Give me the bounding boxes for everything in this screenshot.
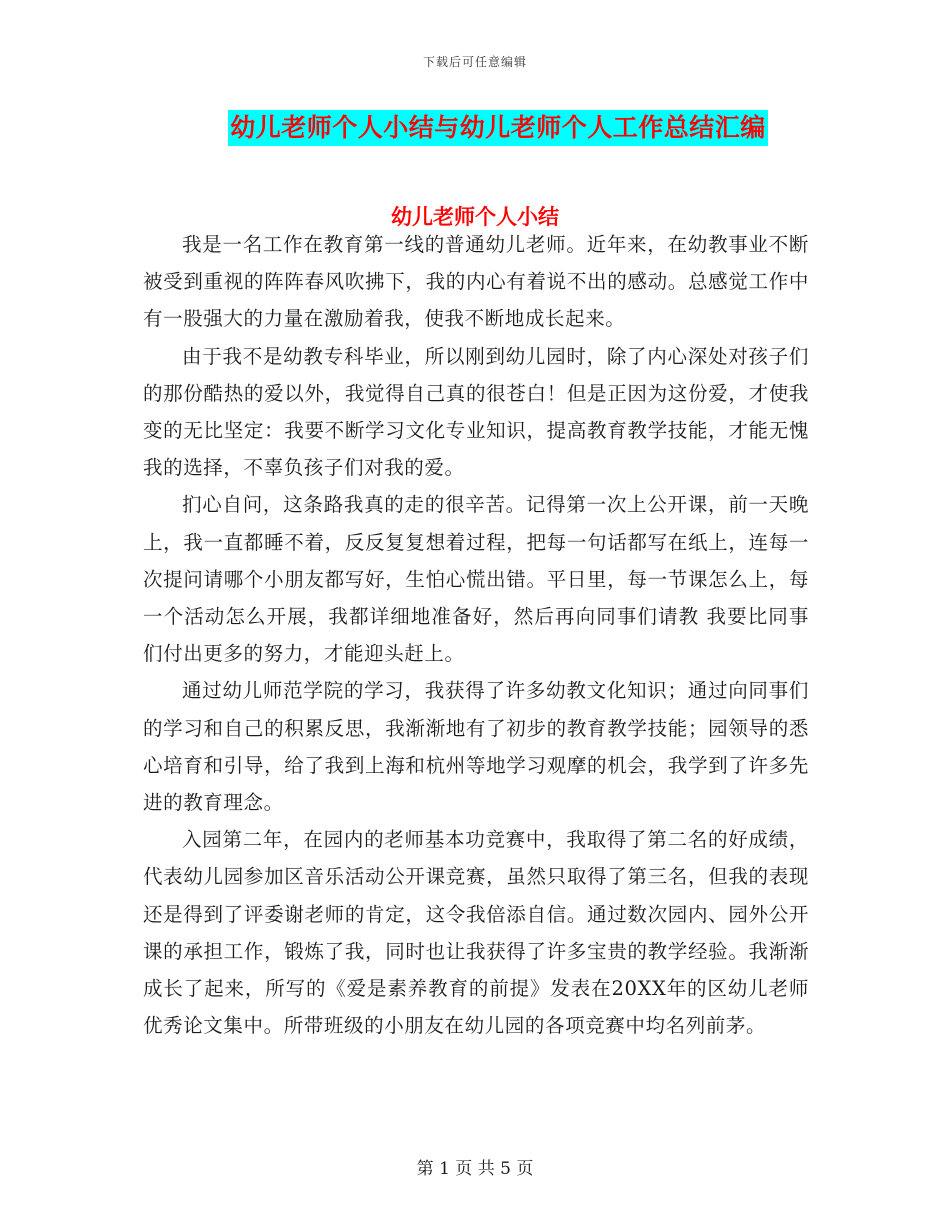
body-paragraph: 入园第二年，在园内的老师基本功竞赛中，我取得了第二名的好成绩，代表幼儿园参加区音乐活动公开课竞赛，虽然只取得了第三名，但我的表现还是得到了评委谢老师的肯定，这令我倍添自信。通过数次园内、园外公开课的承担工作，锻炼了我，同时也让我获得了许多宝贵的教学经验。我渐渐成长了起来，所写的《爱是素养教育的前提》发表在20XX年的区幼儿老师优秀论文集中。所带班级的小朋友在幼儿园的各项竞赛中均名列前茅。: [143, 828, 809, 1038]
document-body: [143, 226, 809, 1044]
section-title: 幼儿老师个人小结: [391, 204, 559, 229]
document-title: 幼儿老师个人小结与幼儿老师个人工作总结汇编: [228, 110, 768, 146]
page-footer: 第 1 页 共 5 页: [416, 1159, 534, 1179]
body-paragraph: 通过幼儿师范学院的学习，我获得了许多幼教文化知识；通过向同事们的学习和自己的积累反思，我渐渐地有了初步的教育教学技能；园领导的悉心培育和引导，给了我到上海和杭州等地学习观摩的机会，我学到了许多先进的教育理念。: [143, 679, 809, 815]
body-paragraph: 扪心自问，这条路我真的走的很辛苦。记得第一次上公开课，前一天晚上，我一直都睡不着，反反复复想着过程，把每一句话都写在纸上，连每一次提问请哪个小朋友都写好，生怕心慌出错。平日里，每一节课怎么上，每一个活动怎么开展，我都详细地准备好，然后再向同事们请教 我要比同事们付出更多的努力，才能迎头赶上。: [143, 493, 809, 666]
header-note: 下载后可任意编辑: [422, 55, 527, 69]
body-paragraph: 我是一名工作在教育第一线的普通幼儿老师。近年来，在幼教事业不断被受到重视的阵阵春风吹拂下，我的内心有着说不出的感动。总感觉工作中有一股强大的力量在激励着我，使我不断地成长起来。: [143, 233, 809, 331]
main-title-wrap: [0, 110, 950, 146]
body-paragraph: 由于我不是幼教专科毕业，所以刚到幼儿园时，除了内心深处对孩子们的那份酷热的爱以外，我觉得自己真的很苍白！但是正因为这份爱，才使我变的无比坚定：我要不断学习文化专业知识，提高教育教学技能，才能无愧我的选择，不辜负孩子们对我的爱。: [143, 344, 809, 480]
